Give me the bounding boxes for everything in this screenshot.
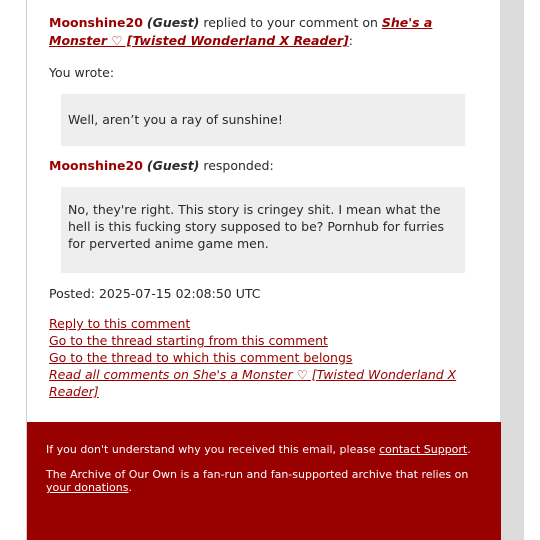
right-margin bbox=[500, 0, 524, 540]
notification-email bbox=[26, 0, 500, 540]
original-comment: Well, aren’t you a ray of sunshine! bbox=[61, 94, 465, 146]
footer-donation-note bbox=[46, 468, 479, 495]
work-title-link[interactable]: She's a Monster ♡ [Twisted Wonderland X Reader] bbox=[49, 15, 433, 48]
response-header bbox=[49, 158, 274, 173]
header-colon: : bbox=[348, 33, 353, 48]
parent-thread-link[interactable]: Go to the thread to which this comment belongs bbox=[49, 350, 353, 365]
responder-guest-tag: (Guest) bbox=[146, 158, 200, 173]
footer-line2-period: . bbox=[128, 481, 132, 494]
reply-link[interactable]: Reply to this comment bbox=[49, 316, 191, 331]
donations-link[interactable]: your donations bbox=[46, 481, 129, 494]
far-right-margin bbox=[524, 0, 540, 540]
replied-text: replied to your comment on bbox=[199, 15, 382, 30]
left-margin bbox=[0, 0, 26, 540]
notification-header bbox=[49, 14, 479, 50]
posted-timestamp: Posted: 2025-07-15 02:08:50 UTC bbox=[49, 286, 261, 301]
you-wrote-label: You wrote: bbox=[49, 65, 115, 80]
guest-tag: (Guest) bbox=[146, 15, 200, 30]
footer-line2-text: The Archive of Our Own is a fan-run and fan-supported archive that relies on bbox=[46, 467, 469, 481]
footer-line1-text: If you don't understand why you received this email, please bbox=[46, 443, 380, 456]
footer-line1-period: . bbox=[467, 443, 471, 456]
responded-text: responded: bbox=[199, 158, 274, 173]
comment-links bbox=[49, 315, 469, 400]
thread-start-link[interactable]: Go to the thread starting from this comment bbox=[49, 333, 328, 348]
email-footer bbox=[27, 422, 501, 540]
commenter-name: Moonshine20 bbox=[49, 15, 143, 30]
responder-name: Moonshine20 bbox=[49, 158, 143, 173]
read-all-comments-link[interactable]: Read all comments on She's a Monster ♡ [Twisted Wonderland X Reader] bbox=[49, 367, 457, 399]
footer-support-note bbox=[46, 443, 479, 457]
response-comment: No, they're right. This story is cringey shit. I mean what the hell is this fucking story supposed to be? Pornhub for furries for perverted anime game men. bbox=[61, 187, 465, 273]
contact-support-link[interactable]: contact Support bbox=[379, 443, 468, 456]
